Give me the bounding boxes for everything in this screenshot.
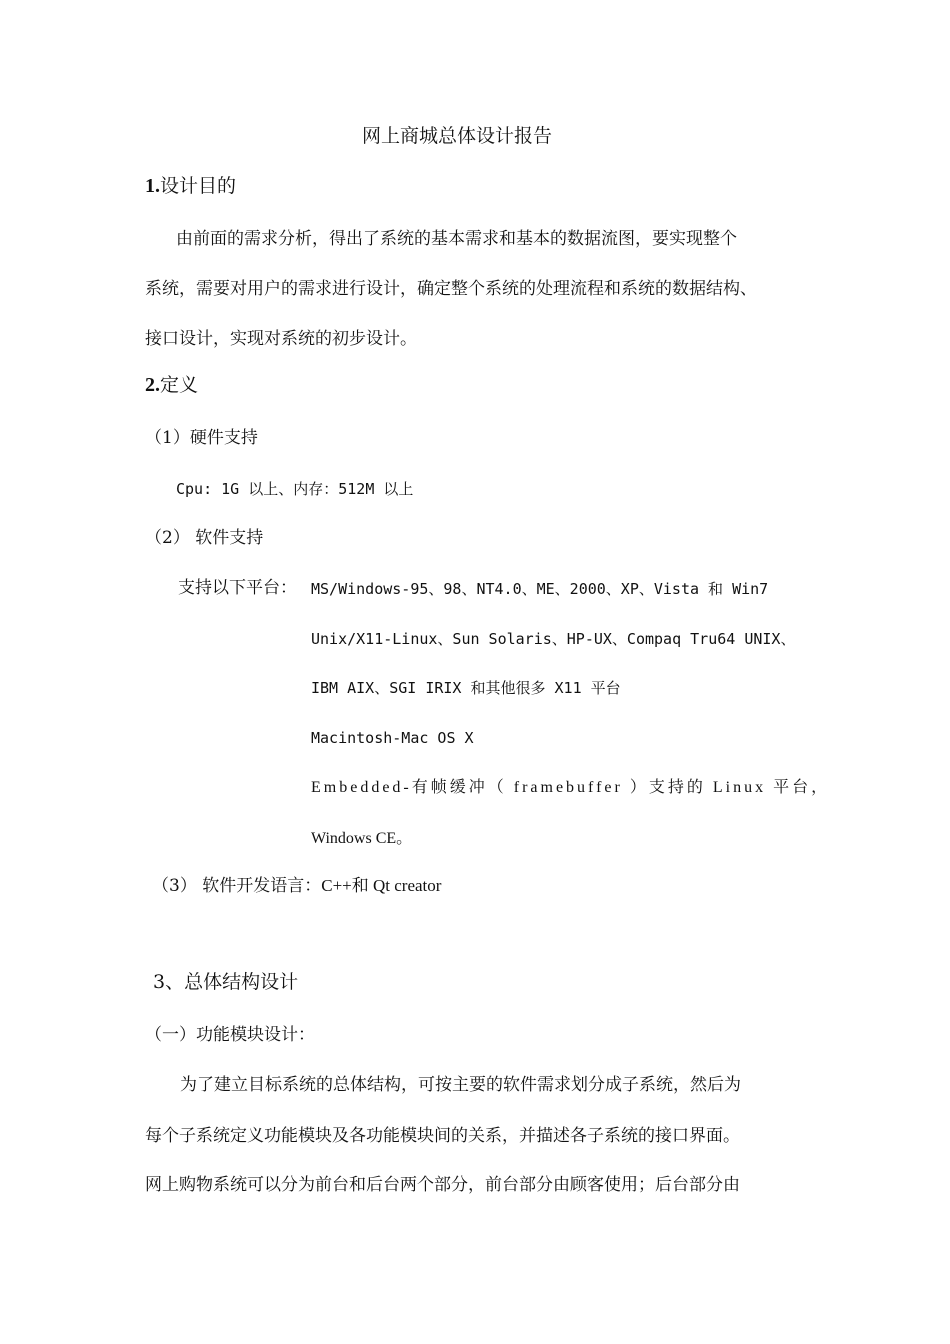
dev-language-label: （3） 软件开发语言： (152, 876, 322, 896)
section-2-heading (145, 373, 198, 397)
software-support-label: （2） 软件支持 (145, 528, 264, 548)
section-1-para-line-2: 系统，需要对用户的需求进行设计，确定整个系统的处理流程和系统的数据结构、 (145, 279, 757, 299)
platform-line-2: Unix/X11-Linux、Sun Solaris、HP-UX、Compaq Tru64 UNIX、 (311, 630, 796, 648)
section-3-para-line-3: 网上购物系统可以分为前台和后台两个部分，前台部分由顾客使用；后台部分由 (145, 1175, 740, 1195)
section-3-para-line-2: 每个子系统定义功能模块及各功能模块间的关系，并描述各子系统的接口界面。 (145, 1126, 740, 1146)
dev-language-line (152, 875, 441, 897)
dev-language-value: C++和 Qt creator (321, 876, 442, 895)
section-3-para-line-1: 为了建立目标系统的总体结构，可按主要的软件需求划分成子系统，然后为 (180, 1075, 741, 1095)
section-3-subheading: （一）功能模块设计： (145, 1025, 315, 1045)
platform-line-3: IBM AIX、SGI IRIX 和其他很多 X11 平台 (311, 679, 621, 697)
hardware-spec: Cpu: 1G 以上、内存：512M 以上 (176, 480, 414, 498)
section-1-number: 1. (145, 175, 160, 197)
section-1-title: 设计目的 (160, 175, 237, 197)
embedded-platform-line-2: Windows CE。 (311, 830, 413, 847)
document-title: 网上商城总体设计报告 (362, 125, 553, 147)
platform-line-1: MS/Windows-95、98、NT4.0、ME、2000、XP、Vista 和 Win7 (311, 580, 769, 598)
section-2-title: 定义 (160, 374, 199, 396)
section-3-heading: 3、总体结构设计 (153, 971, 299, 993)
section-1-para-line-1: 由前面的需求分析，得出了系统的基本需求和基本的数据流图，要实现整个 (176, 229, 737, 249)
section-1-para-line-3: 接口设计，实现对系统的初步设计。 (145, 329, 417, 349)
embedded-platform-line-1: Embedded-有帧缓冲（ framebuffer ）支持的 Linux 平台， (311, 779, 831, 796)
section-1-heading (145, 174, 236, 198)
platform-line-4: Macintosh-Mac OS X (311, 729, 474, 747)
hardware-support-label: （1）硬件支持 (145, 428, 258, 448)
platform-label: 支持以下平台： (178, 578, 297, 598)
section-2-number: 2. (145, 374, 160, 396)
